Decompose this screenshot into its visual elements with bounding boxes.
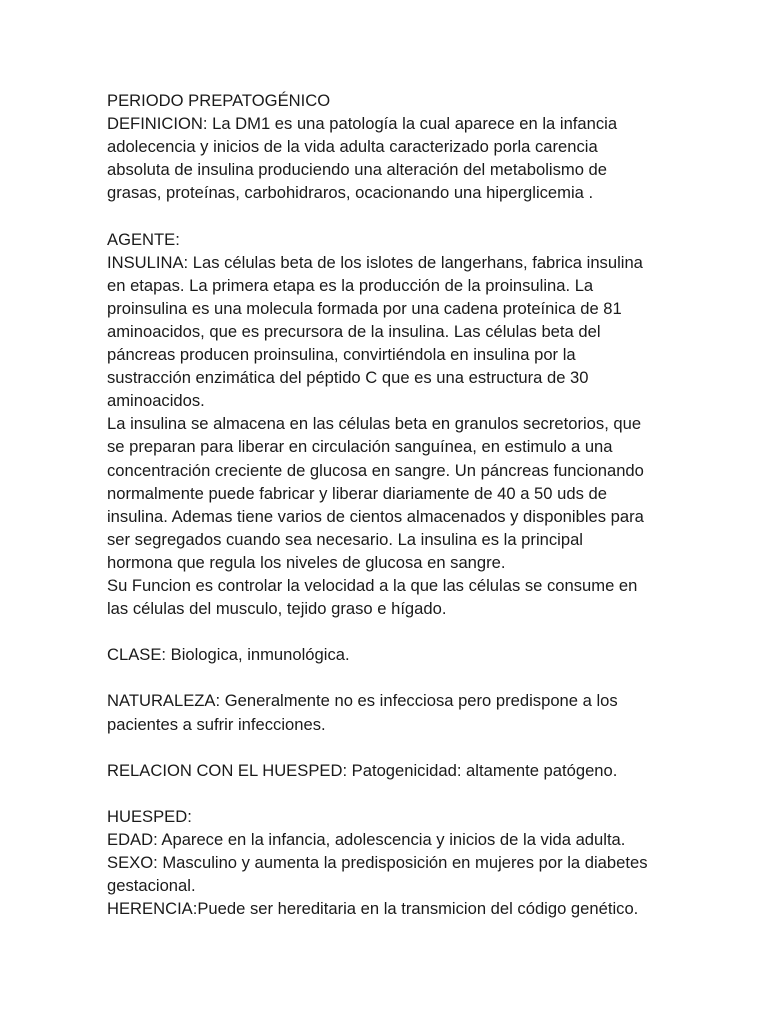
funcion-line-2: las células del musculo, tejido graso e hígado. bbox=[107, 599, 447, 619]
sexo-line-1: SEXO: Masculino y aumenta la predisposición en mujeres por la diabetes bbox=[107, 853, 648, 873]
relacion-huesped-line: RELACION CON EL HUESPED: Patogenicidad: altamente patógeno. bbox=[107, 760, 618, 780]
blank-line bbox=[107, 204, 727, 227]
definicion-line-3: absoluta de insulina produciendo una alteración del metabolismo de bbox=[107, 160, 607, 180]
almacena-line-5: insulina. Ademas tiene varios de cientos almacenados y disponibles para bbox=[107, 506, 644, 526]
almacena-line-3: concentración creciente de glucosa en sangre. Un páncreas funcionando bbox=[107, 460, 644, 480]
almacena-line-6: ser segregados cuando sea necesario. La insulina es la principal bbox=[107, 529, 583, 549]
blank-line bbox=[107, 666, 727, 689]
insulina-line-7: aminoacidos. bbox=[107, 391, 205, 411]
insulina-line-3: proinsulina es una molecula formada por una cadena proteínica de 81 bbox=[107, 298, 622, 318]
insulina-line-2: en etapas. La primera etapa es la producción de la proinsulina. La bbox=[107, 275, 594, 295]
almacena-line-7: hormona que regula los niveles de glucosa en sangre. bbox=[107, 552, 506, 572]
almacena-line-4: normalmente puede fabricar y liberar diariamente de 40 a 50 uds de bbox=[107, 483, 607, 503]
document-body bbox=[107, 89, 727, 920]
section-title-huesped: HUESPED: bbox=[107, 806, 192, 826]
insulina-line-5: páncreas producen proinsulina, convirtiéndola en insulina por la bbox=[107, 345, 576, 365]
insulina-line-6: sustracción enzimática del péptido C que es una estructura de 30 bbox=[107, 368, 589, 388]
definicion-line-1: DEFINICION: La DM1 es una patología la cual aparece en la infancia bbox=[107, 114, 618, 134]
naturaleza-line-1: NATURALEZA: Generalmente no es infecciosa pero predispone a los bbox=[107, 691, 618, 711]
section-title-agente: AGENTE: bbox=[107, 229, 180, 249]
blank-line bbox=[107, 736, 727, 759]
sexo-line-2: gestacional. bbox=[107, 876, 196, 896]
clase-line: CLASE: Biologica, inmunológica. bbox=[107, 645, 350, 665]
edad-line: EDAD: Aparece en la infancia, adolescencia y inicios de la vida adulta. bbox=[107, 830, 626, 849]
almacena-line-2: se preparan para liberar en circulación sanguínea, en estimulo a una bbox=[107, 437, 613, 457]
herencia-line: HERENCIA:Puede ser hereditaria en la transmicion del código genético. bbox=[107, 899, 639, 919]
blank-line bbox=[107, 782, 727, 805]
funcion-line-1: Su Funcion es controlar la velocidad a la que las células se consume en bbox=[107, 575, 638, 595]
section-title-periodo: PERIODO PREPATOGÉNICO bbox=[107, 91, 331, 110]
insulina-line-4: aminoacidos, que es precursora de la insulina. Las células beta del bbox=[107, 321, 601, 341]
insulina-line-1: INSULINA: Las células beta de los islotes de langerhans, fabrica insulina bbox=[107, 252, 643, 272]
naturaleza-line-2: pacientes a sufrir infecciones. bbox=[107, 714, 326, 734]
definicion-line-2: adolecencia y inicios de la vida adulta caracterizado porla carencia bbox=[107, 137, 598, 157]
almacena-line-1: La insulina se almacena en las células beta en granulos secretorios, que bbox=[107, 414, 642, 434]
blank-line bbox=[107, 620, 727, 643]
definicion-line-4: grasas, proteínas, carbohidraros, ocacionando una hiperglicemia . bbox=[107, 183, 594, 203]
